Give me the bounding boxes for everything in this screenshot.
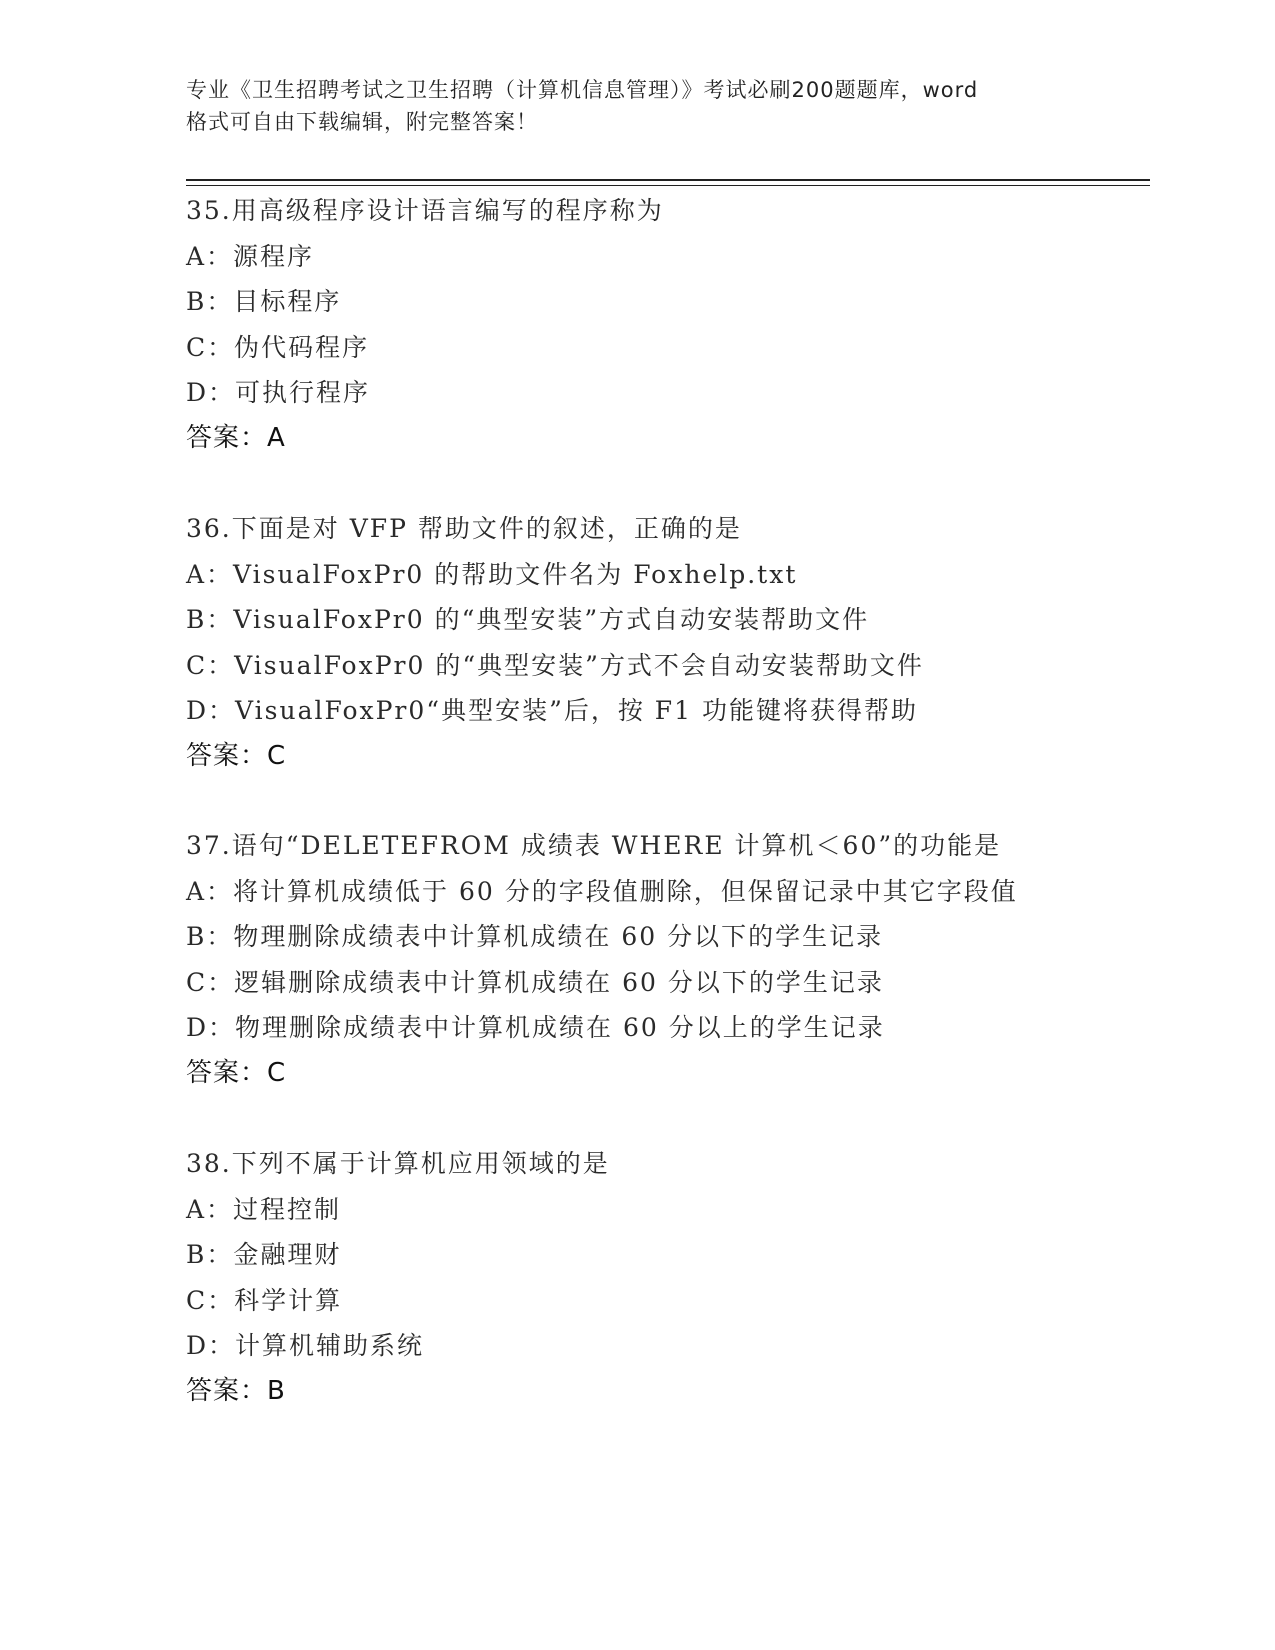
header-line-1: 专业《卫生招聘考试之卫生招聘（计算机信息管理）》考试必刷200题题库，word xyxy=(186,78,979,102)
answer-label: 答案：A xyxy=(186,422,286,453)
option-d: D：可执行程序 xyxy=(186,378,371,407)
question-stem: 35.用高级程序设计语言编写的程序称为 xyxy=(186,196,664,225)
question-36 xyxy=(186,506,1186,779)
answer-label: 答案：C xyxy=(186,740,287,771)
question-35 xyxy=(186,188,1186,461)
option-b: B：VisualFoxPr0 的“典型安装”方式自动安装帮助文件 xyxy=(186,605,870,634)
option-b: B：目标程序 xyxy=(186,287,342,316)
option-a: A：VisualFoxPr0 的帮助文件名为 Foxhelp.txt xyxy=(186,559,798,589)
option-a: A：过程控制 xyxy=(186,1194,342,1224)
question-37 xyxy=(186,823,1186,1096)
option-c: C：逻辑删除成绩表中计算机成绩在 60 分以下的学生记录 xyxy=(186,967,884,997)
header-line-2: 格式可自由下载编辑，附完整答案！ xyxy=(186,110,538,134)
option-b: B：物理删除成绩表中计算机成绩在 60 分以下的学生记录 xyxy=(186,922,884,951)
option-c: C：VisualFoxPr0 的“典型安装”方式不会自动安装帮助文件 xyxy=(186,650,924,680)
question-stem: 38.下列不属于计算机应用领域的是 xyxy=(186,1149,610,1178)
header-divider-thin xyxy=(186,185,1150,186)
question-38 xyxy=(186,1141,1186,1414)
option-b: B：金融理财 xyxy=(186,1240,342,1269)
answer-label: 答案：B xyxy=(186,1375,286,1406)
option-a: A：将计算机成绩低于 60 分的字段值删除，但保留记录中其它字段值 xyxy=(186,876,1018,906)
answer-label: 答案：C xyxy=(186,1057,287,1088)
option-c: C：伪代码程序 xyxy=(186,332,370,362)
option-a: A：源程序 xyxy=(186,241,315,271)
option-d: D：VisualFoxPr0“典型安装”后，按 F1 功能键将获得帮助 xyxy=(186,696,919,725)
document-header xyxy=(186,74,1086,138)
option-c: C：科学计算 xyxy=(186,1285,343,1315)
option-d: D：计算机辅助系统 xyxy=(186,1331,425,1360)
header-divider-thick xyxy=(186,179,1150,181)
question-stem: 37.语句“DELETEFROM 成绩表 WHERE 计算机＜60”的功能是 xyxy=(186,831,1002,860)
question-stem: 36.下面是对 VFP 帮助文件的叙述，正确的是 xyxy=(186,514,742,543)
option-d: D：物理删除成绩表中计算机成绩在 60 分以上的学生记录 xyxy=(186,1013,885,1042)
